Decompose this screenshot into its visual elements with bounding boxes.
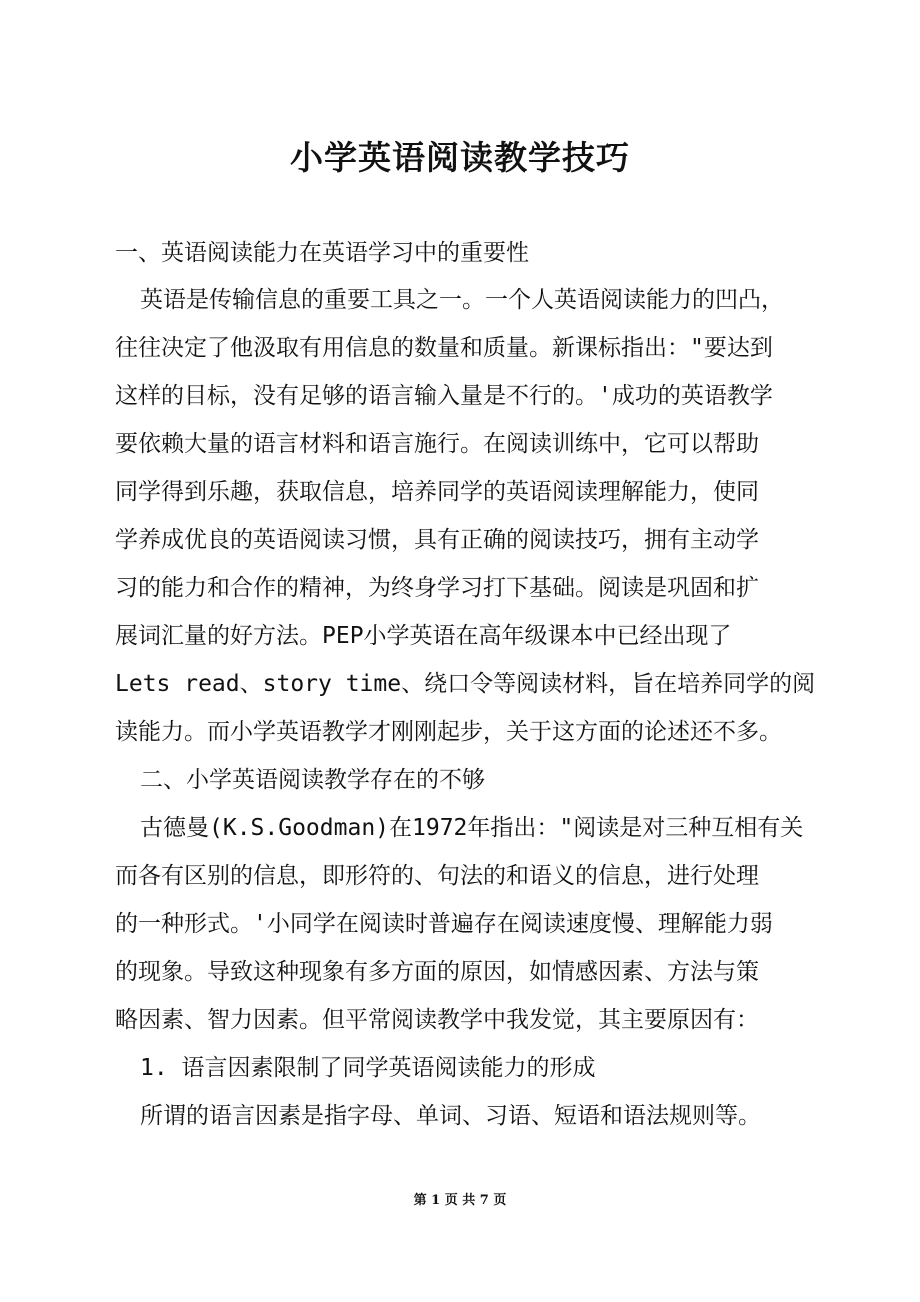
section-heading-1: 一、英语阅读能力在英语学习中的重要性 bbox=[115, 240, 529, 266]
paragraph-line: 所谓的语言因素是指字母、单词、习语、短语和语法规则等。 bbox=[140, 1103, 761, 1129]
paragraph-line: 同学得到乐趣，获取信息，培养同学的英语阅读理解能力，使同 bbox=[115, 479, 759, 505]
paragraph-line: 展词汇量的好方法。PEP小学英语在高年级课本中已经出现了 bbox=[115, 623, 732, 649]
paragraph-line: 要依赖大量的语言材料和语言施行。在阅读训练中，它可以帮助 bbox=[115, 431, 759, 457]
section-heading-2: 二、小学英语阅读教学存在的不够 bbox=[140, 767, 485, 793]
paragraph-line: 略因素、智力因素。但平常阅读教学中我发觉，其主要原因有： bbox=[115, 1007, 759, 1033]
paragraph-line: 这样的目标，没有足够的语言输入量是不行的。'成功的英语教学 bbox=[115, 383, 773, 409]
paragraph-line: 往往决定了他汲取有用信息的数量和质量。新课标指出："要达到 bbox=[115, 335, 773, 361]
paragraph-line: 而各有区别的信息，即形符的、句法的和语义的信息，进行处理 bbox=[115, 863, 759, 889]
paragraph-line: 英语是传输信息的重要工具之一。一个人英语阅读能力的凹凸， bbox=[140, 287, 784, 313]
subheading-1: 1. 语言因素限制了同学英语阅读能力的形成 bbox=[140, 1055, 596, 1081]
page-footer: 第 1 页 共 7 页 bbox=[413, 1193, 507, 1208]
paragraph-line: 习的能力和合作的精神，为终身学习打下基础。阅读是巩固和扩 bbox=[115, 575, 759, 601]
paragraph-line: 的现象。导致这种现象有多方面的原因，如情感因素、方法与策 bbox=[115, 959, 759, 985]
paragraph-line: 古德曼(K.S.Goodman)在1972年指出："阅读是对三种互相有关 bbox=[140, 815, 804, 841]
document-title: 小学英语阅读教学技巧 bbox=[290, 138, 630, 177]
paragraph-line: Lets read、story time、绕口令等阅读材料，旨在培养同学的阅 bbox=[115, 671, 816, 697]
paragraph-line: 读能力。而小学英语教学才刚刚起步，关于这方面的论述还不多。 bbox=[115, 719, 782, 745]
paragraph-line: 学养成优良的英语阅读习惯，具有正确的阅读技巧，拥有主动学 bbox=[115, 527, 759, 553]
paragraph-line: 的一种形式。'小同学在阅读时普遍存在阅读速度慢、理解能力弱 bbox=[115, 911, 773, 937]
